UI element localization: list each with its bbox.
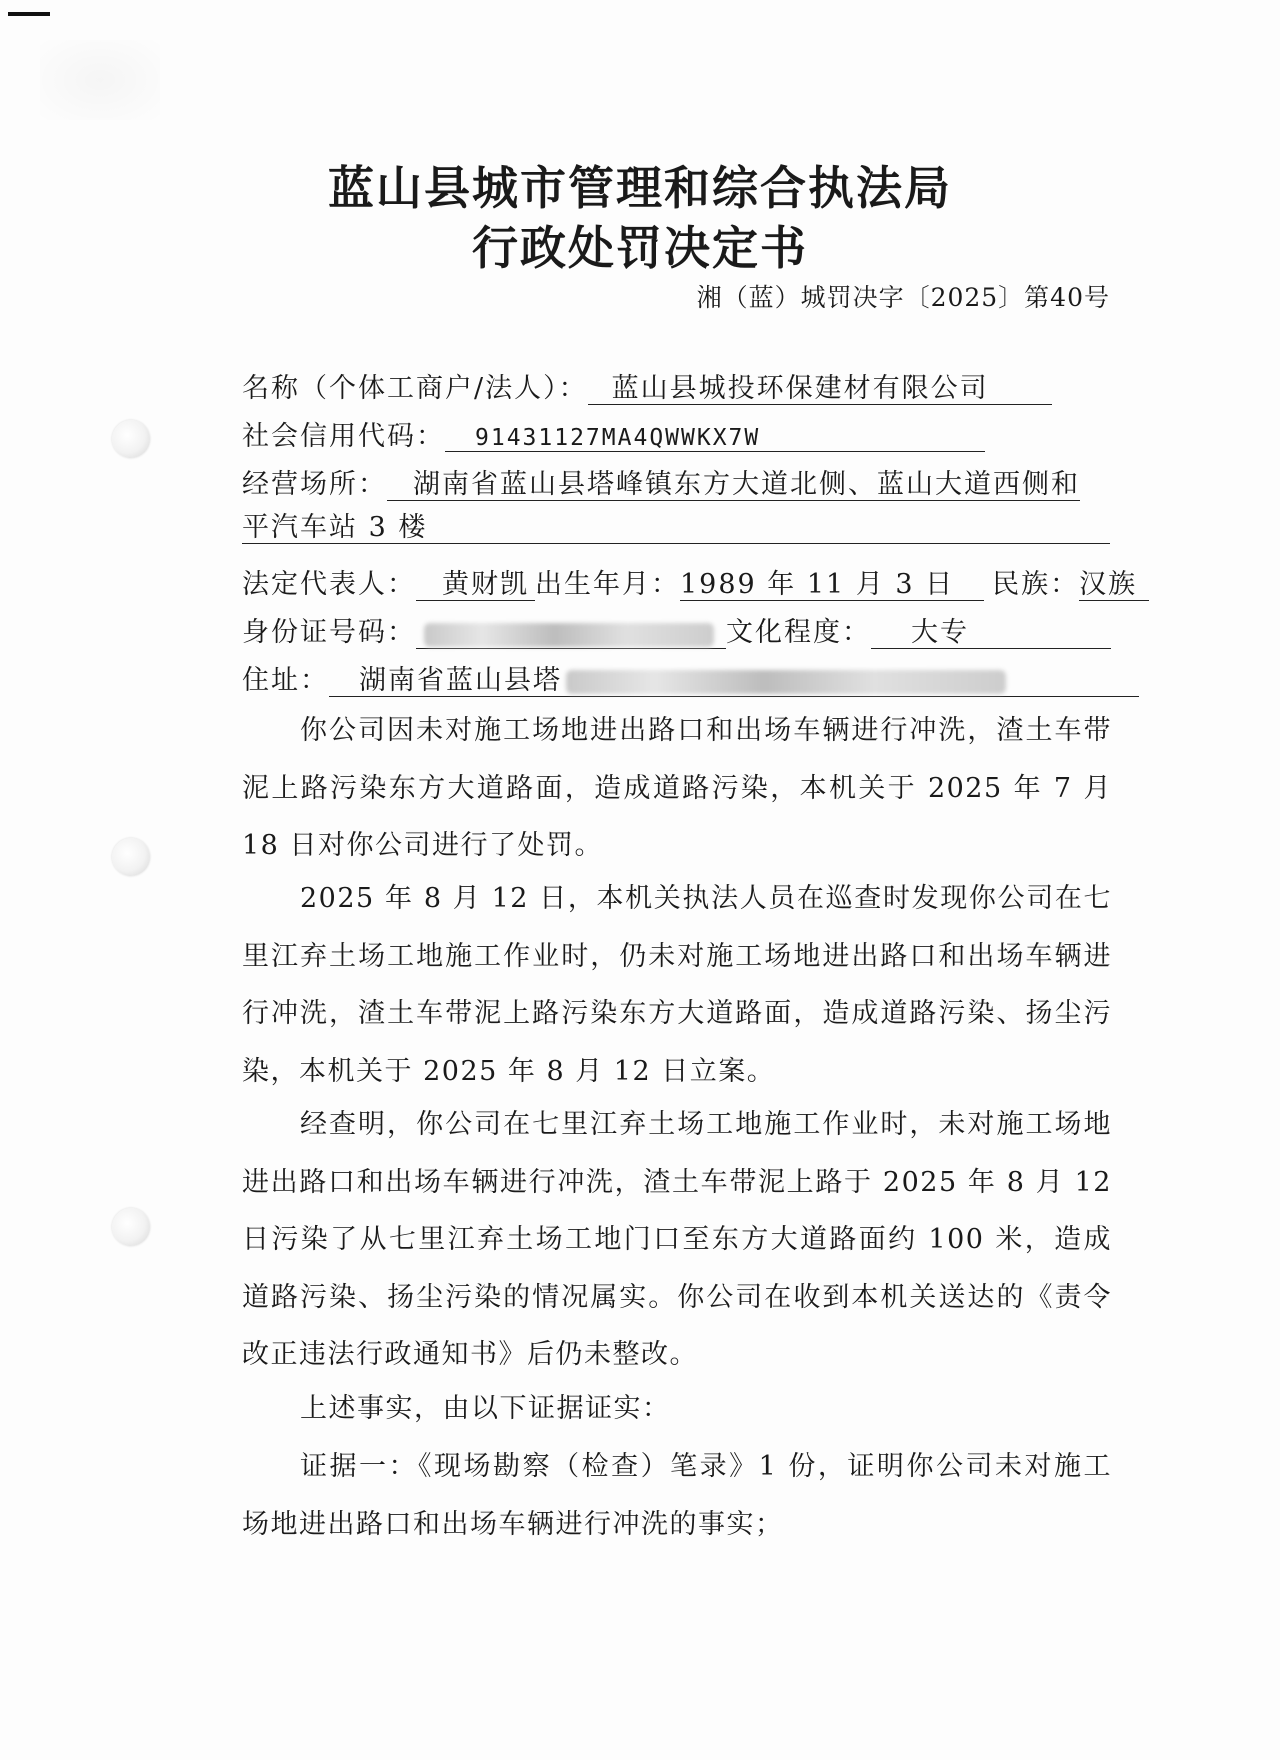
business-address-label: 经营场所：: [242, 469, 387, 500]
party-name-line: [242, 366, 1052, 405]
redaction-blur: [424, 623, 714, 647]
paragraph-findings: 经查明，你公司在七里江弃土场工地施工作业时，未对施工场地进出路口和出场车辆进行冲洗，渣土车带泥上路于 2025 年 8 月 12 日污染了从七里江弃土场工地门口至东方大道路面约 100 米，造成道路污染、扬尘污染的情况属实。你公司在收到本机关送达的《责令改正违法行政通知书》后仍未整改。: [242, 1109, 1112, 1370]
paragraph-evidence-1: 证据一：《现场勘察（检查）笔录》1 份，证明你公司未对施工场地进出路口和出场车辆进行冲洗的事实；: [242, 1451, 1112, 1540]
punch-hole: [112, 838, 150, 876]
punch-hole: [112, 1208, 150, 1246]
legal-rep-line: [242, 562, 1149, 601]
ethnicity-value: 汉族: [1079, 569, 1149, 601]
redaction-blur: [566, 670, 1006, 694]
credit-code-label: 社会信用代码：: [242, 421, 445, 452]
business-address-value-line1: 湖南省蓝山县塔峰镇东方大道北侧、蓝山大道西侧和: [387, 469, 1080, 501]
party-name-label: 名称（个体工商户/法人）：: [242, 373, 588, 404]
id-number-line: [242, 610, 1111, 649]
business-address-line2: [242, 512, 1110, 544]
punch-hole: [112, 420, 150, 458]
home-address-visible: 湖南省蓝山县塔: [359, 665, 562, 696]
ethnicity-label: 民族：: [992, 569, 1080, 600]
home-address-value: [329, 665, 1139, 697]
birth-label: 出生年月：: [535, 569, 680, 600]
business-address-line: [242, 462, 1080, 501]
credit-code-line: [242, 414, 985, 453]
education-value: 大专: [871, 617, 1111, 649]
credit-code-value: 91431127MA4QWWKX7W: [445, 425, 985, 452]
document-type-title: 行政处罚决定书: [472, 221, 808, 275]
scan-corner-mark: [8, 12, 50, 16]
scan-smudge: [40, 40, 160, 120]
paragraph-case-filing: 2025 年 8 月 12 日，本机关执法人员在巡查时发现你公司在七里江弃土场工地施工作业时，仍未对施工场地进出路口和出场车辆进行冲洗，渣土车带泥上路污染东方大道路面，造成道路污染、扬尘污染，本机关于 2025 年 8 月 12 日立案。: [242, 883, 1112, 1087]
home-address-line: [242, 658, 1139, 697]
legal-rep-label: 法定代表人：: [242, 569, 416, 600]
birth-value: 1989 年 11 月 3 日: [680, 569, 984, 601]
document-number: 湘（蓝）城罚决字〔2025〕第40号: [696, 283, 1110, 312]
legal-rep-value: 黄财凯: [416, 569, 535, 601]
paragraph-prior-penalty: 你公司因未对施工场地进出路口和出场车辆进行冲洗，渣土车带泥上路污染东方大道路面，造成道路污染，本机关于 2025 年 7 月 18 日对你公司进行了处罚。: [242, 715, 1112, 861]
home-address-label: 住址：: [242, 665, 329, 696]
paragraph-evidence-intro: 上述事实，由以下证据证实：: [300, 1393, 671, 1424]
education-label: 文化程度：: [726, 617, 871, 648]
id-number-label: 身份证号码：: [242, 617, 416, 648]
agency-title: 蓝山县城市管理和综合执法局: [328, 161, 952, 215]
business-address-value-line2: 平汽车站 3 楼: [242, 512, 1110, 544]
id-number-value-redacted: [416, 618, 726, 649]
party-name-value: 蓝山县城投环保建材有限公司: [588, 373, 1052, 405]
